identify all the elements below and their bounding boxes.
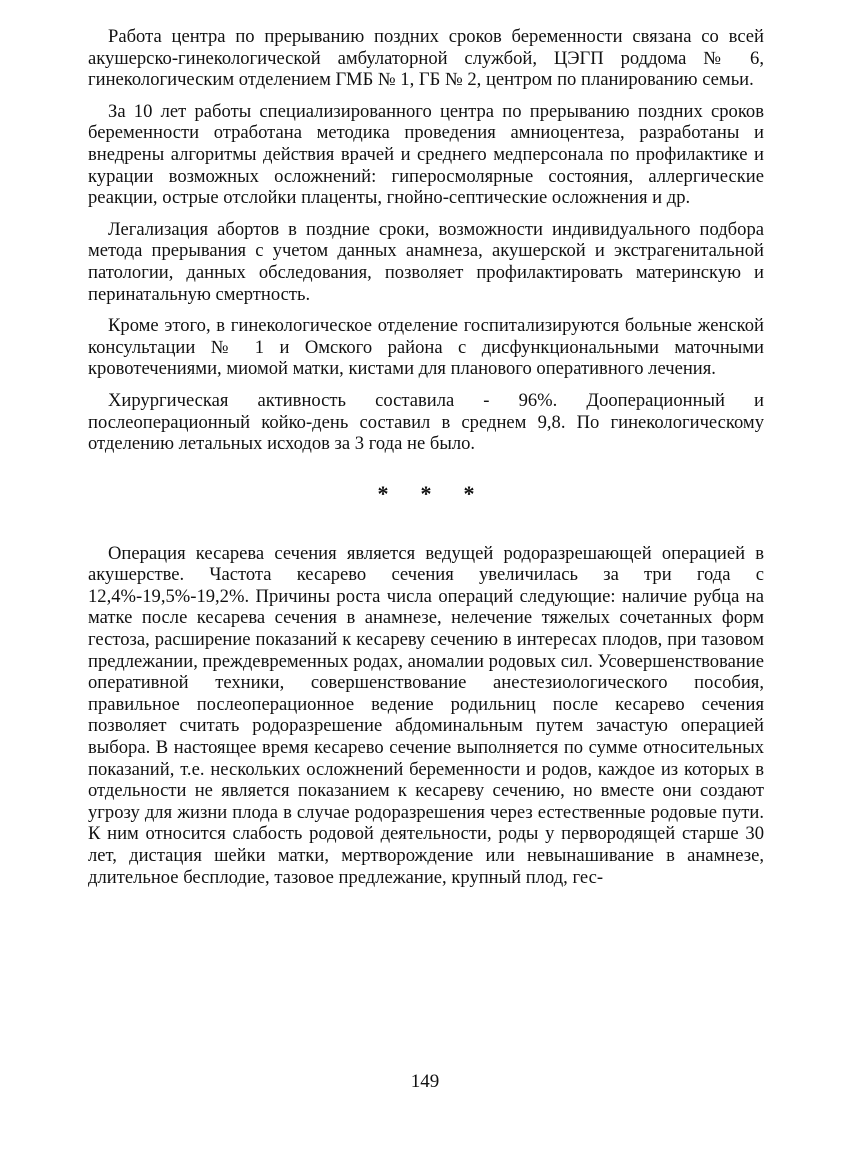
section-separator <box>88 479 764 509</box>
separator-star: * <box>377 480 389 506</box>
separator-star: * <box>463 480 475 506</box>
paragraph-late-abortion-legalization: Легализация абортов в поздние сроки, возможности индивидуального подбора метода прерывания с учетом данных анамнеза, акушерской и экстрагенитальной патологии, данных обследования, позволяет профилактировать материнскую и перинатальную смертность. <box>88 218 764 305</box>
paragraph-partner-services: Работа центра по прерыванию поздних сроков беременности связана со всей акушерско-гинекологической амбулаторной службой, ЦЭГП роддома № 6, гинекологическим отделением ГМБ № 1, ГБ № 2, центром по планированию семьи. <box>88 26 764 91</box>
page-number: 149 <box>410 1071 440 1092</box>
section-spacer <box>88 509 764 543</box>
page-body <box>88 26 764 898</box>
separator-star: * <box>420 480 432 506</box>
paragraph-cesarean-section: Операция кесарева сечения является ведущей родоразрешающей операцией в акушерстве. Частота кесарево сечения увеличилась за три года с 12,4%-19,5%-19,2%. Причины роста числа операций следующие: наличие рубца на матке после кесарева сечения в анамнезе, нелечение тяжелых сочетанных форм гестоза, расширение показаний к кесареву сечению в интересах плодов, при тазовом предлежании, преждевременных родах, аномалии родовых сил. Усовершенствование оперативной техники, совершенствование анестезиологического пособия, правильное послеоперационное ведение родильниц после кесарево сечения позволяет считать родоразрешение абдоминальным путем зачастую операцией выбора. В настоящее время кесарево сечение выполняется по сумме относительных показаний, т.е. нескольких осложнений беременности и родов, каждое из которых в отдельности не является показанием к кесареву сечению, но вместе они создают угрозу для жизни плода в случае родоразрешения через естественные родовые пути. К ним относится слабость родовой деятельности, роды у первородящей старше 30 лет, дистация шейки матки, мертворождение или невынашивание в анамнезе, длительное бесплодие, тазовое предлежание, крупный плод, гес- <box>88 542 764 888</box>
paragraph-center-experience: За 10 лет работы специализированного центра по прерыванию поздних сроков беременности отработана методика проведения амниоцентеза, разработаны и внедрены алгоритмы действия врачей и среднего медперсонала по профилактике и курации возможных осложнений: гиперосмолярные состояния, аллергические реакции, острые отслойки плаценты, гнойно-септические осложнения и др. <box>88 100 764 209</box>
paragraph-hospitalization: Кроме этого, в гинекологическое отделение госпитализируются больные женской консультации № 1 и Омского района с дисфункциональными маточными кровотечениями, миомой матки, кистами для планового оперативного лечения. <box>88 315 764 380</box>
paragraph-surgical-activity: Хирургическая активность составила - 96%. Дооперационный и послеоперационный койко-день составил в среднем 9,8. По гинекологическому отделению летальных исходов за 3 года не было. <box>88 389 764 455</box>
